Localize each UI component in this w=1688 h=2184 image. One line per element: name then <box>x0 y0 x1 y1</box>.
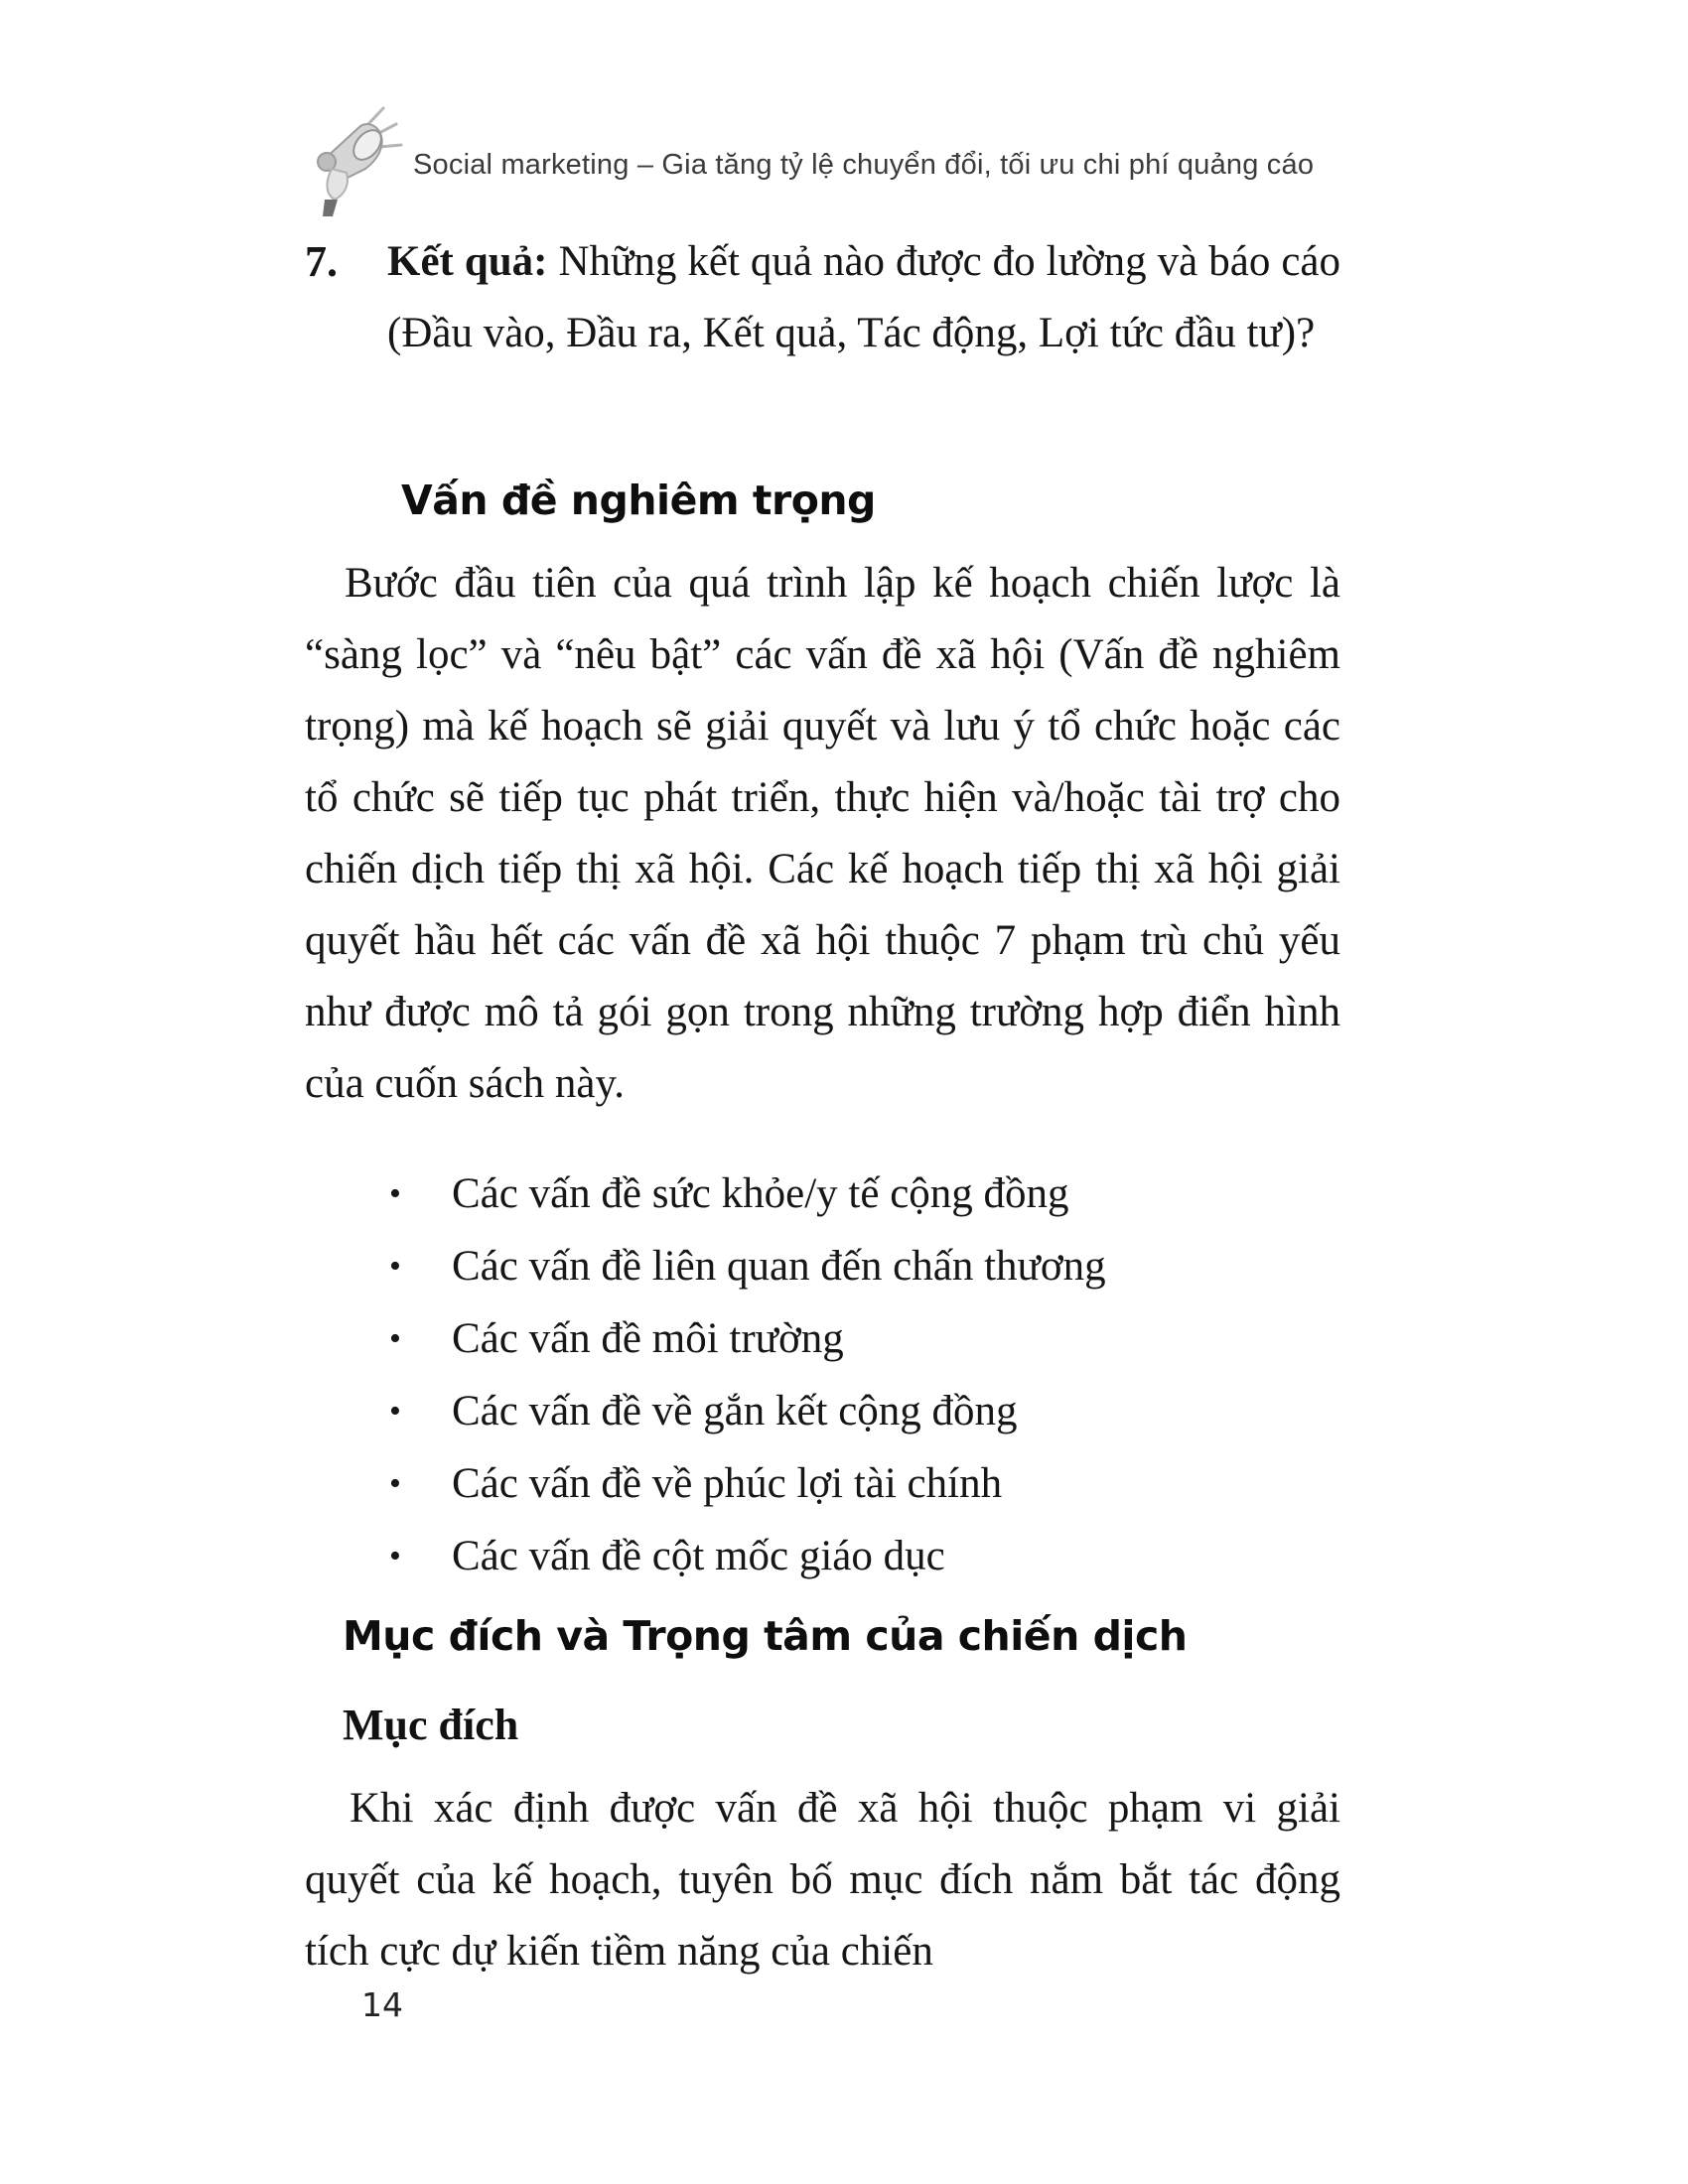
bullet-text: Các vấn đề cột mốc giáo dục <box>452 1533 945 1579</box>
list-item <box>389 1520 1340 1592</box>
list-item <box>389 1302 1340 1375</box>
bullet-text: Các vấn đề sức khỏe/y tế cộng đồng <box>452 1170 1069 1217</box>
problem-bullet-list <box>389 1158 1340 1592</box>
goal-paragraph: Khi xác định được vấn đề xã hội thuộc phạm vi giải quyết của kế hoạch, tuyên bố mục đích nắm bắt tác động tích cực dự kiến tiềm năng của chiến <box>305 1785 1340 1975</box>
item-body: Những kết quả nào được đo lường và báo cáo (Đầu vào, Đầu ra, Kết quả, Tác động, Lợi tức đầu tư)? <box>387 238 1340 356</box>
running-header-title: Social marketing – Gia tăng tỷ lệ chuyển đổi, tối ưu chi phí quảng cáo <box>413 149 1315 181</box>
page-number: 14 <box>361 1985 403 2024</box>
bullet-dot: • <box>389 1393 401 1430</box>
bullet-text: Các vấn đề về phúc lợi tài chính <box>452 1460 1003 1507</box>
subsection-heading-goal: Mục đích <box>343 1701 519 1749</box>
bullet-dot: • <box>389 1248 401 1285</box>
section-heading-goal: Mục đích và Trọng tâm của chiến dịch <box>343 1612 1188 1660</box>
bullet-text: Các vấn đề môi trường <box>452 1315 844 1362</box>
numbered-item-7 <box>305 226 1340 369</box>
item-label: Kết quả: <box>387 238 548 285</box>
item-text <box>387 226 1340 369</box>
bullet-dot: • <box>389 1465 401 1502</box>
bullet-dot: • <box>389 1538 401 1574</box>
section-heading-problem: Vấn đề nghiêm trọng <box>401 477 876 524</box>
bullet-dot: • <box>389 1175 401 1212</box>
list-item <box>389 1230 1340 1302</box>
item-number: 7. <box>305 237 338 286</box>
list-item <box>389 1447 1340 1520</box>
list-item <box>389 1158 1340 1230</box>
list-item <box>389 1375 1340 1447</box>
bullet-text: Các vấn đề về gắn kết cộng đồng <box>452 1388 1018 1434</box>
megaphone-icon <box>294 105 405 216</box>
bullet-dot: • <box>389 1320 401 1357</box>
problem-paragraph: Bước đầu tiên của quá trình lập kế hoạch chiến lược là “sàng lọc” và “nêu bật” các vấn đề xã hội (Vấn đề nghiêm trọng) mà kế hoạch sẽ giải quyết và lưu ý tổ chức hoặc các tổ chức sẽ tiếp tục phát triển, thực hiện và/hoặc tài trợ cho chiến dịch tiếp thị xã hội. Các kế hoạch tiếp thị xã hội giải quyết hầu hết các vấn đề xã hội thuộc 7 phạm trù chủ yếu như được mô tả gói gọn trong những trường hợp điển hình của cuốn sách này. <box>305 560 1340 1107</box>
bullet-text: Các vấn đề liên quan đến chấn thương <box>452 1243 1106 1290</box>
